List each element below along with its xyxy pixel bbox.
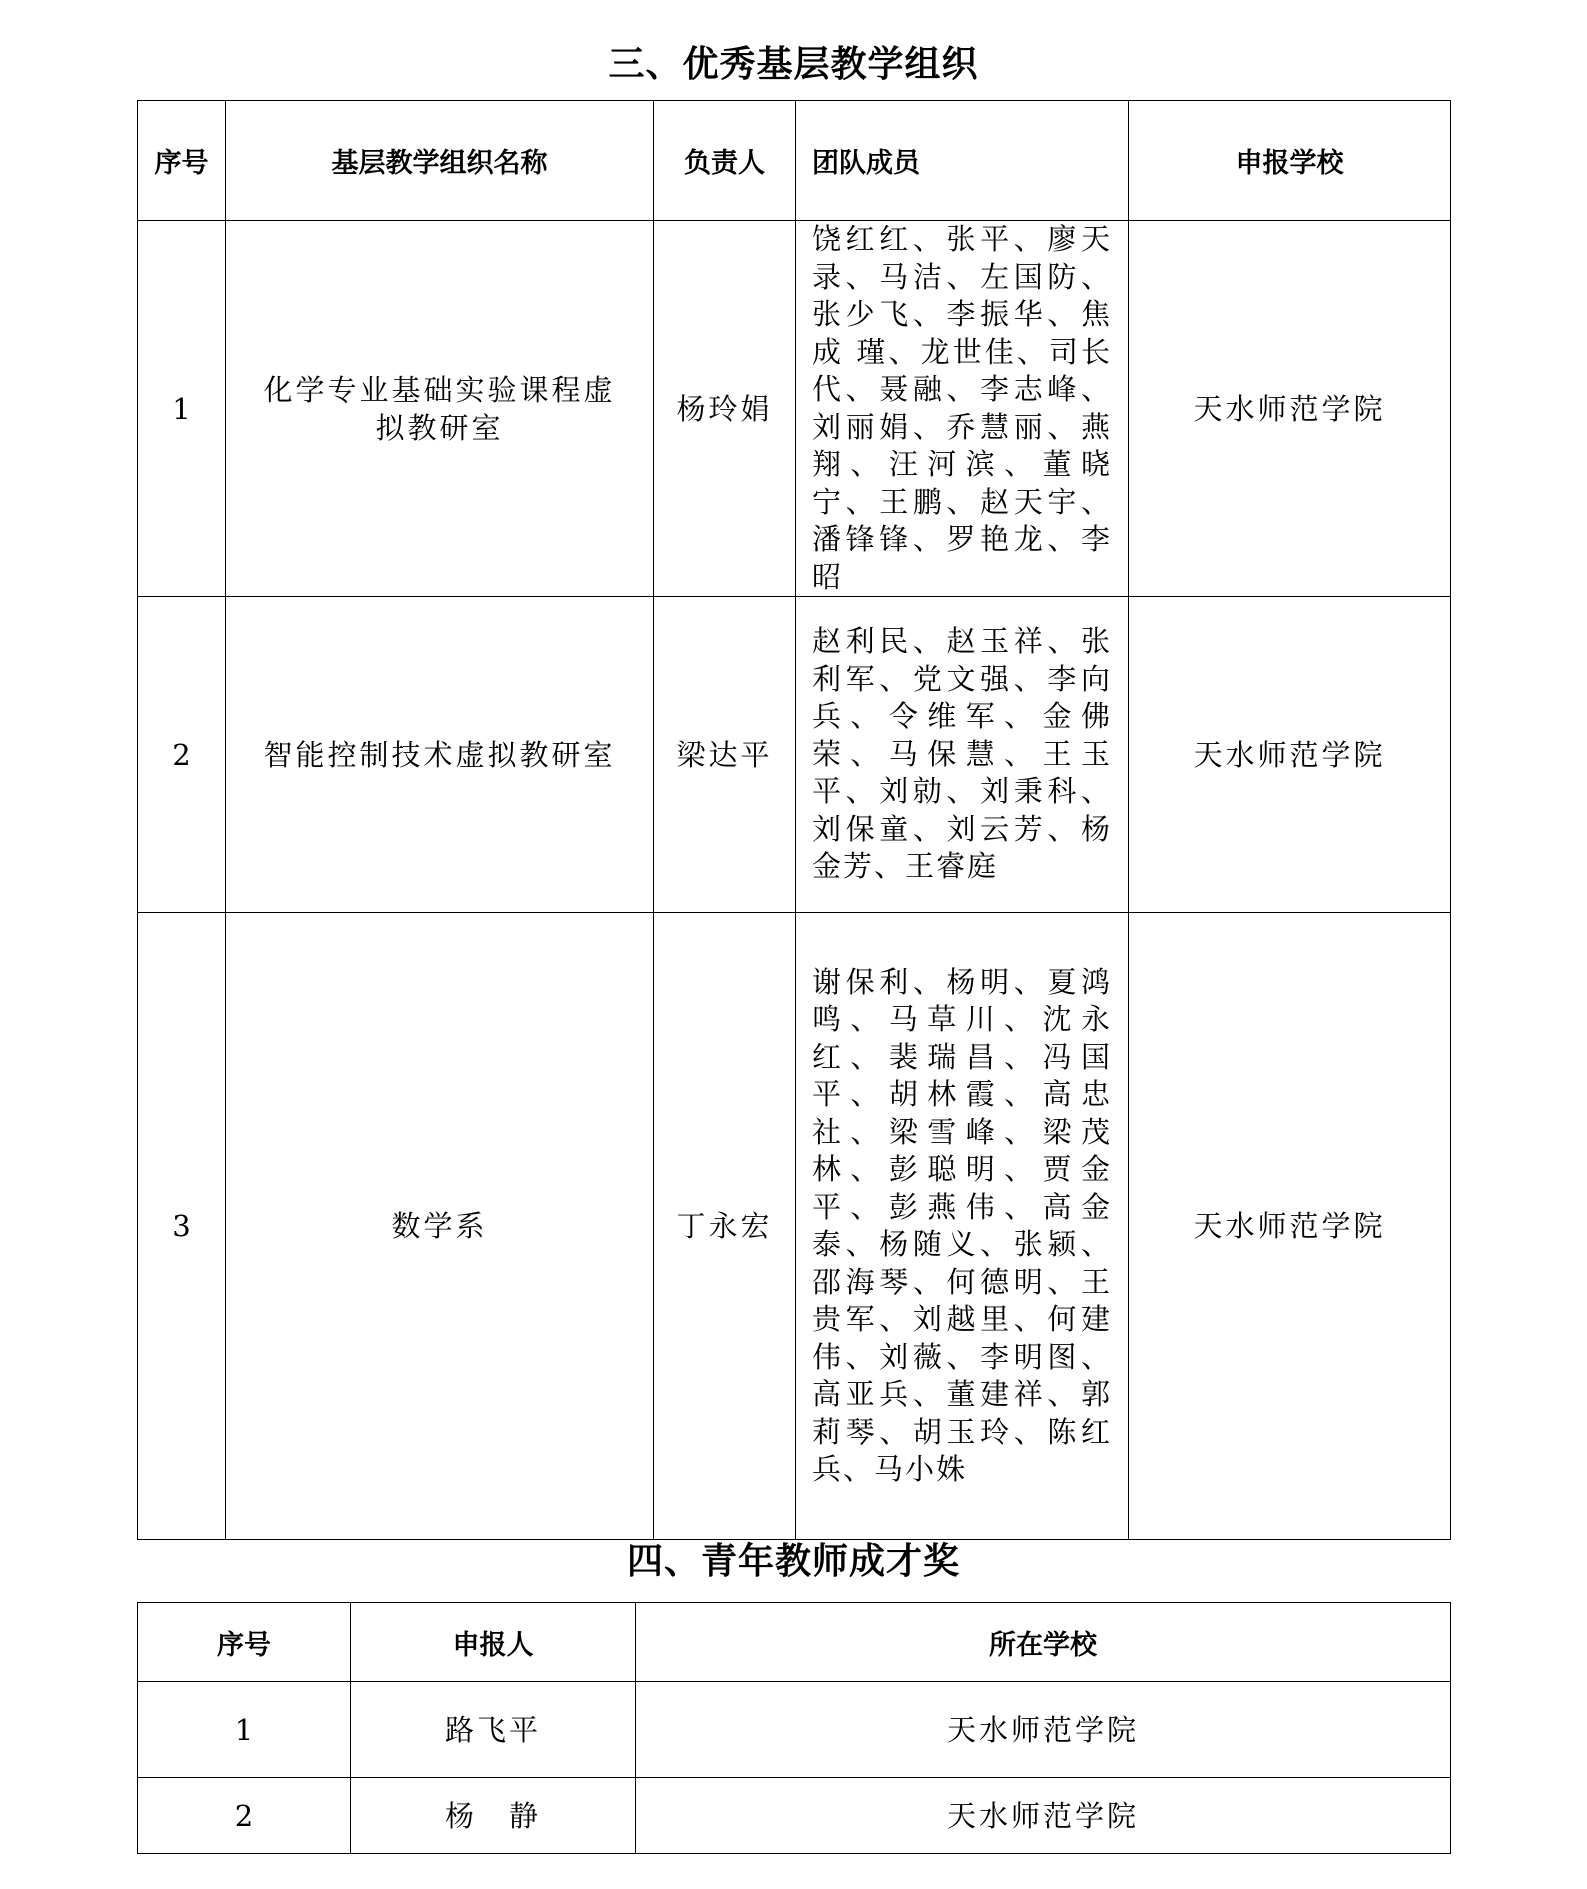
table-row	[138, 913, 1451, 1540]
table-header-row	[138, 1603, 1451, 1682]
school-name: 天水师范学院	[636, 1682, 1451, 1778]
young-teacher-award-table	[137, 1602, 1451, 1854]
applicant-name: 路飞平	[351, 1682, 636, 1778]
table-row	[138, 1682, 1451, 1778]
section4-title: 四、青年教师成才奖	[626, 1541, 960, 1582]
leader-name: 梁达平	[654, 597, 796, 913]
row-index: 2	[138, 597, 226, 913]
header-school: 申报学校	[1129, 101, 1451, 221]
row-index: 1	[138, 1682, 351, 1778]
header-leader: 负责人	[654, 101, 796, 221]
team-members	[796, 221, 1129, 597]
header-org-name: 基层教学组织名称	[226, 101, 654, 221]
team-members-text: 赵利民、赵玉祥、张利军、党文强、李向兵、令维军、金佛荣、马保慧、王玉平、刘勍、刘秉科、刘保童、刘云芳、杨金芳、王睿庭	[812, 624, 1112, 884]
team-members	[796, 913, 1129, 1540]
team-members-text: 饶红红、张平、廖天录、马洁、左国防、张少飞、李振华、焦 成 瑾、龙世佳、司长代、聂融、李志峰、刘丽娟、乔慧丽、燕翔、汪河滨、董晓宁、王鹏、赵天宇、潘锋锋、罗艳龙、李昭	[812, 222, 1112, 594]
team-members-text: 谢保利、杨明、夏鸿鸣、马草川、沈永红、裴瑞昌、冯国平、胡林霞、高忠社、梁雪峰、梁茂林、彭聪明、贾金平、彭燕伟、高金泰、杨随义、张颍、邵海琴、何德明、王贵军、刘越里、何建伟、刘薇、李明图、高亚兵、董建祥、郭莉琴、胡玉玲、陈红兵、马小姝	[812, 964, 1112, 1486]
header-index: 序号	[138, 1603, 351, 1682]
table-header-row	[138, 101, 1451, 221]
header-members: 团队成员	[796, 101, 1129, 221]
applicant-name: 杨 静	[351, 1778, 636, 1854]
org-name: 化学专业基础实验课程虚拟教研室	[226, 221, 654, 597]
header-school: 所在学校	[636, 1603, 1451, 1682]
leader-name: 杨玲娟	[654, 221, 796, 597]
section3-title: 三、优秀基层教学组织	[608, 44, 979, 85]
org-name: 智能控制技术虚拟教研室	[226, 597, 654, 913]
table-row	[138, 1778, 1451, 1854]
header-index: 序号	[138, 101, 226, 221]
row-index: 3	[138, 913, 226, 1540]
org-name: 数学系	[226, 913, 654, 1540]
leader-name: 丁永宏	[654, 913, 796, 1540]
school-name: 天水师范学院	[1129, 221, 1451, 597]
school-name: 天水师范学院	[636, 1778, 1451, 1854]
excellent-teaching-org-table	[137, 100, 1451, 1540]
school-name: 天水师范学院	[1129, 913, 1451, 1540]
table-row	[138, 221, 1451, 597]
school-name: 天水师范学院	[1129, 597, 1451, 913]
team-members	[796, 597, 1129, 913]
row-index: 1	[138, 221, 226, 597]
header-applicant: 申报人	[351, 1603, 636, 1682]
table-row	[138, 597, 1451, 913]
row-index: 2	[138, 1778, 351, 1854]
